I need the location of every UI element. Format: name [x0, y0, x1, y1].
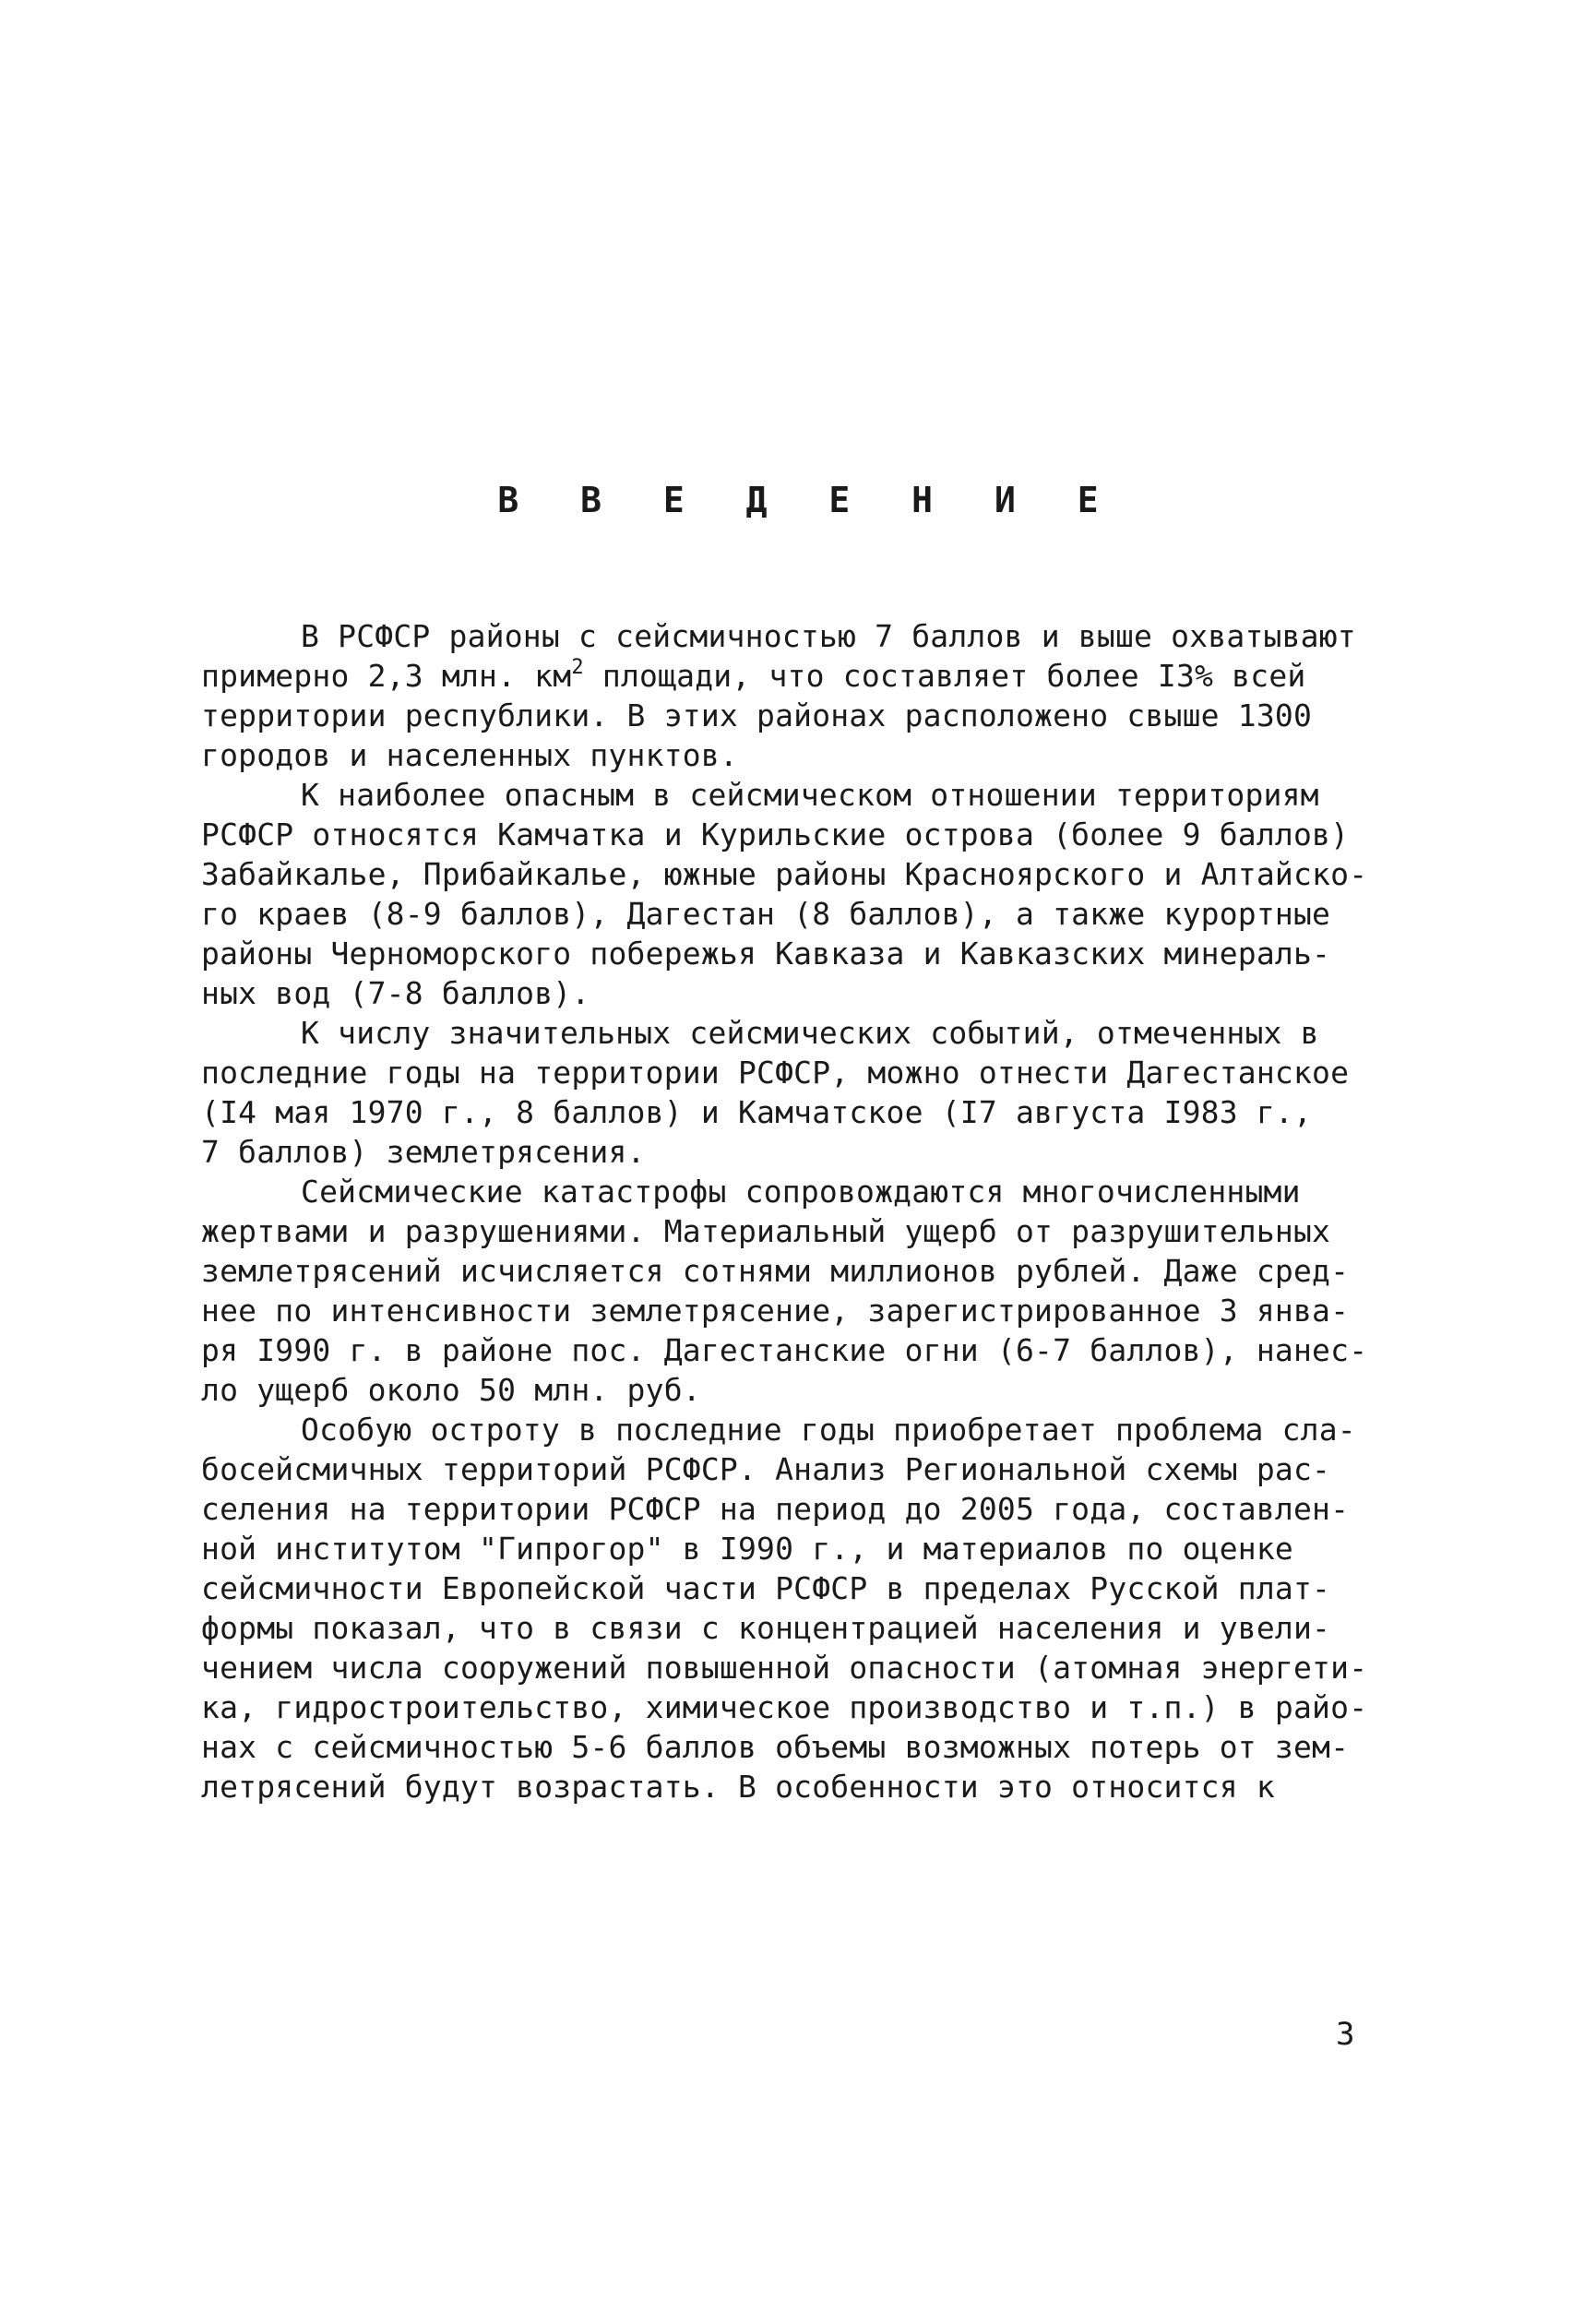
text-line: Сейсмические катастрофы сопровождаются многочисленными — [301, 1174, 1301, 1210]
text-line: ной институтом "Гипрогор" в I990 г., и материалов по оценке — [201, 1531, 1293, 1567]
text-line: сейсмичности Европейской части РСФСР в пределах Русской плат- — [201, 1570, 1331, 1606]
text-line: РСФСР относятся Камчатка и Курильские острова (более 9 баллов) — [201, 817, 1350, 852]
text-fragment: площади, что составляет более I3% всей — [583, 658, 1306, 694]
text-line: К наиболее опасным в сейсмическом отношении территориям — [301, 777, 1319, 813]
text-line: нее по интенсивности землетрясение, зарегистрированное 3 янва- — [201, 1293, 1350, 1329]
text-line — [201, 656, 1382, 696]
text-line: (I4 мая 1970 г., 8 баллов) и Камчатское (I7 августа I983 г., — [201, 1094, 1313, 1130]
text-line: районы Черноморского побережья Кавказа и Кавказских минераль- — [201, 936, 1331, 972]
page-title: В В Е Д Е Н И Е — [497, 480, 1119, 520]
text-line: босейсмичных территорий РСФСР. Анализ Региональной схемы рас- — [201, 1451, 1331, 1487]
text-line: чением числа сооружений повышенной опасности (атомная энергети- — [201, 1650, 1368, 1686]
text-line: го краев (8-9 баллов), Дагестан (8 баллов), а также курортные — [201, 896, 1331, 932]
text-line: В РСФСР районы с сейсмичностью 7 баллов и выше охватывают — [301, 618, 1356, 654]
text-line: последние годы на территории РСФСР, можно отнести Дагестанское — [201, 1055, 1350, 1091]
text-line: ка, гидростроительство, химическое производство и т.п.) в райо- — [201, 1689, 1368, 1725]
text-line: ря I990 г. в районе пос. Дагестанские огни (6-7 баллов), нанес- — [201, 1332, 1368, 1368]
text-line: землетрясений исчисляется сотнями миллионов рублей. Даже сред- — [201, 1253, 1350, 1289]
text-line: жертвами и разрушениями. Материальный ущерб от разрушительных — [201, 1213, 1331, 1249]
text-line: нах с сейсмичностью 5-6 баллов объемы возможных потерь от зем- — [201, 1729, 1350, 1765]
text-line: Особую остроту в последние годы приобретает проблема сла- — [301, 1412, 1356, 1448]
text-line: К числу значительных сейсмических событий, отмеченных в — [301, 1015, 1319, 1051]
text-line: территории республики. В этих районах расположено свыше 1300 — [201, 697, 1313, 733]
text-line: 7 баллов) землетрясения. — [201, 1134, 646, 1170]
body-text — [201, 616, 1382, 1806]
text-line: ных вод (7-8 баллов). — [201, 975, 590, 1011]
text-line: городов и населенных пунктов. — [201, 737, 738, 773]
text-line: формы показал, что в связи с концентрацией населения и увели- — [201, 1610, 1331, 1646]
superscript: 2 — [571, 656, 584, 679]
text-line: селения на территории РСФСР на период до 2005 года, составлен- — [201, 1491, 1350, 1527]
text-line: ло ущерб около 50 млн. руб. — [201, 1372, 701, 1408]
text-line: летрясений будут возрастать. В особенности это относится к — [201, 1769, 1275, 1805]
text-fragment: примерно 2,3 млн. км — [201, 658, 572, 694]
page-number: 3 — [1336, 2016, 1355, 2053]
text-line: Забайкалье, Прибайкалье, южные районы Красноярского и Алтайско- — [201, 856, 1368, 892]
